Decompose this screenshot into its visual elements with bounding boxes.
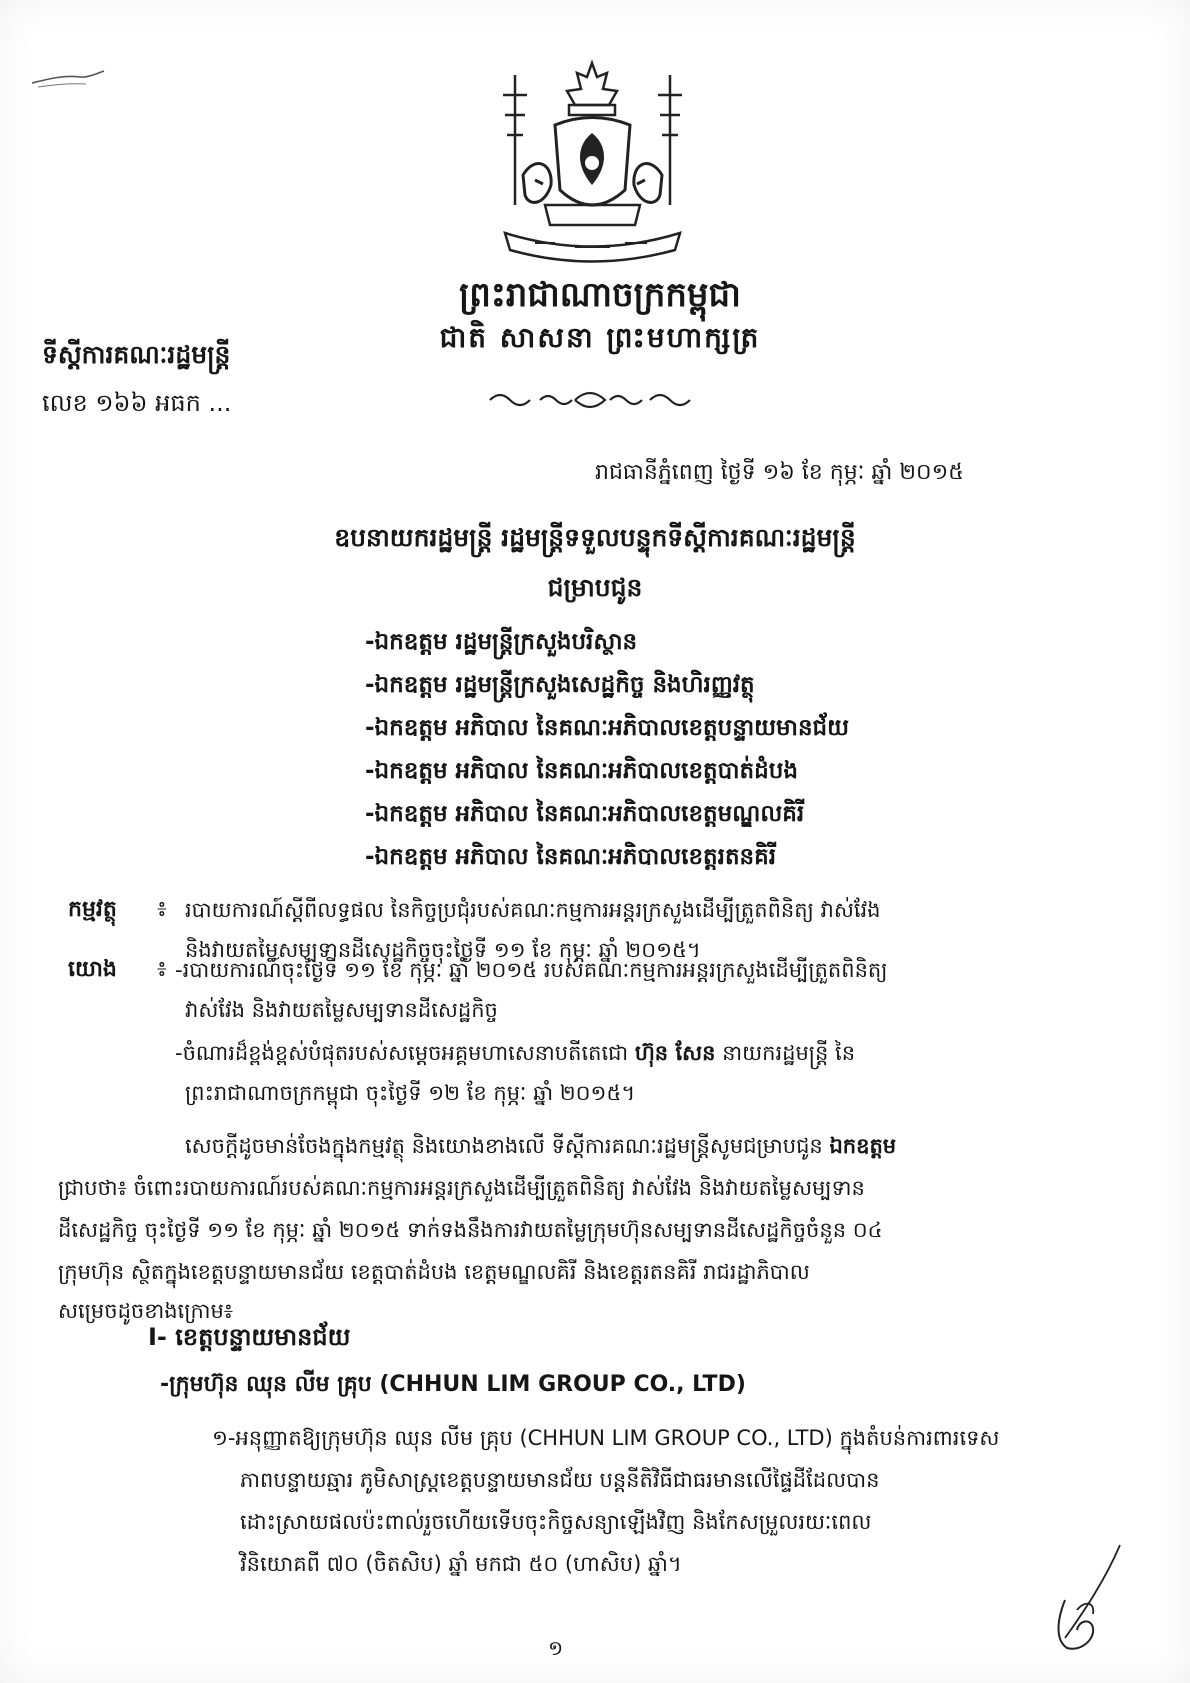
place-and-date: រាជធានីភ្នំពេញ ថ្ងៃទី ១៦ ខែ កុម្ភៈ ឆ្នាំ ២០១៥ bbox=[595, 460, 964, 485]
item-text-line: ១-អនុញ្ញាតឱ្យក្រុមហ៊ុន ឈុន លីម គ្រុប (CHHUN LIM GROUP CO., LTD) ក្នុងតំបន់ការពារទេស bbox=[212, 1426, 1000, 1450]
page-number: ១ bbox=[548, 1636, 564, 1660]
reference-colon: ៖ bbox=[157, 957, 167, 982]
section-heading: I- ខេត្តបន្ទាយមានជ័យ bbox=[148, 1323, 351, 1351]
body-text-line: ដីសេដ្ឋកិច្ច ចុះថ្ងៃទី ១១ ខែ កុម្ភៈ ឆ្នាំ ២០១៥ ទាក់ទងនឹងការវាយតម្លៃក្រុមហ៊ុនសម្បទានដីសេដ្ឋកិច្ចចំនួន ០៤ bbox=[58, 1218, 883, 1242]
announcement-heading: ជម្រាបជូន bbox=[547, 573, 643, 602]
issuing-organization: ទីស្ដីការគណៈរដ្ឋមន្ត្រី bbox=[42, 340, 231, 369]
body-text-line bbox=[185, 1133, 896, 1164]
recipient-item: -ឯកឧត្តម អភិបាល នៃគណៈអភិបាលខេត្តរតនគិរី bbox=[365, 844, 777, 870]
body-text-segment: សេចក្ដីដូចមាន់ចែងក្នុងកម្មវត្ថុ និងយោងខាងលើ ទីស្ដីការគណៈរដ្ឋមន្ត្រីសូមជម្រាបជូន bbox=[185, 1134, 823, 1158]
item-text-line: វិនិយោគពី ៧០ (ចិតសិប) ឆ្នាំ មកជា ៥០ (ហាសិប) ឆ្នាំ។ bbox=[240, 1552, 682, 1576]
body-text-line: ក្រុមហ៊ុន ស្ថិតក្នុងខេត្តបន្ទាយមានជ័យ ខេត្តបាត់ដំបង ខេត្តមណ្ឌលគិរី និងខេត្តរតនគិរី រាជរដ្ឋាភិបាល bbox=[58, 1260, 810, 1284]
item-text-line: ភាពបន្ទាយឆ្មារ ភូមិសាស្ត្រខេត្តបន្ទាយមានជ័យ បន្តនីតិវិធីជាធរមានលើផ្ទៃដីដែលបាន bbox=[240, 1468, 880, 1492]
body-text-line: ជ្រាបថា៖ ចំពោះរបាយការណ៍របស់គណៈកម្មការអន្តរក្រសួងដើម្បីត្រួតពិនិត្យ វាស់វែង និងវាយតម្លៃសម្បទាន bbox=[58, 1176, 865, 1200]
item-text-line: ដោះស្រាយផលប៉ះពាល់រួចហើយទើបចុះកិច្ចសន្យាឡើងវិញ និងកែសម្រួលរយៈពេល bbox=[240, 1510, 872, 1534]
national-motto: ជាតិ សាសនា ព្រះមហាក្សត្រ bbox=[439, 321, 761, 354]
subject-text-line: និងវាយតម្លៃសម្បទានដីសេដ្ឋកិច្ចចុះថ្ងៃទី ១១ ខែ កុម្ភៈ ឆ្នាំ ២០១៥។ bbox=[185, 938, 701, 962]
body-text-line: សម្រេចដូចខាងក្រោម៖ bbox=[58, 1299, 234, 1323]
recipient-item: -ឯកឧត្តម រដ្ឋមន្ត្រីក្រសួងសេដ្ឋកិច្ច និងហិរញ្ញវត្ថុ bbox=[365, 672, 755, 698]
kingdom-heading: ព្រះរាជាណាចក្រកម្ពុជា bbox=[459, 275, 741, 315]
subject-label: កម្មវត្ថុ bbox=[68, 897, 117, 922]
reference-text-line: ព្រះរាជាណាចក្រកម្ពុជា ចុះថ្ងៃទី ១២ ខែ កុម្ភៈ ឆ្នាំ ២០១៥។ bbox=[185, 1081, 636, 1105]
sender-title: ឧបនាយករដ្ឋមន្ត្រី រដ្ឋមន្ត្រីទទួលបន្ទុកទីស្ដីការគណៈរដ្ឋមន្ត្រី bbox=[334, 523, 856, 552]
reference-number: លេខ ១៦៦ អធក ... bbox=[42, 389, 232, 417]
prime-minister-name: ហ៊ុន សែន bbox=[634, 1041, 716, 1065]
reference-text-segment: -ចំណារដ៏ខ្ពង់ខ្ពស់បំផុតរបស់សម្ដេចអគ្គមហាសេនាបតីតេជោ bbox=[175, 1041, 629, 1065]
pen-scribble-mark bbox=[28, 65, 108, 95]
recipient-item: -ឯកឧត្តម អភិបាល នៃគណៈអភិបាលខេត្តបាត់ដំបង bbox=[365, 758, 798, 784]
reference-label: យោង bbox=[68, 957, 117, 982]
reference-text-segment: នាយករដ្ឋមន្ត្រី នៃ bbox=[722, 1041, 856, 1065]
reference-text-line: វាស់វែង និងវាយតម្លៃសម្បទានដីសេដ្ឋកិច្ច bbox=[185, 998, 498, 1022]
royal-coat-of-arms-seal bbox=[485, 55, 700, 265]
decorative-divider-ornament bbox=[480, 385, 700, 415]
reference-text-line bbox=[175, 1040, 855, 1071]
recipient-item: -ឯកឧត្តម អភិបាល នៃគណៈអភិបាលខេត្តបន្ទាយមានជ័យ bbox=[365, 715, 850, 741]
company-heading: -ក្រុមហ៊ុន ឈុន លីម គ្រុប (CHHUN LIM GROUP CO., LTD) bbox=[160, 1372, 746, 1397]
recipient-item: -ឯកឧត្តម រដ្ឋមន្ត្រីក្រសួងបរិស្ថាន bbox=[365, 629, 638, 655]
subject-text-line: របាយការណ៍ស្ដីពីលទ្ធផល នៃកិច្ចប្រជុំរបស់គណៈកម្មការអន្តរក្រសួងដើម្បីត្រួតពិនិត្យ វាស់វែង bbox=[185, 898, 881, 922]
body-text-bold-segment: ឯកឧត្តម bbox=[829, 1134, 897, 1158]
recipient-item: -ឯកឧត្តម អភិបាល នៃគណៈអភិបាលខេត្តមណ្ឌលគិរី bbox=[365, 801, 805, 827]
handwritten-signature bbox=[1025, 1540, 1135, 1655]
subject-colon: ៖ bbox=[157, 897, 167, 922]
reference-text-line: -របាយការណ៍ចុះថ្ងៃទី ១១ ខែ កុម្ភៈ ឆ្នាំ ២០១៥ របស់គណៈកម្មការអន្តរក្រសួងដើម្បីត្រួតពិនិត្យ bbox=[175, 958, 888, 982]
